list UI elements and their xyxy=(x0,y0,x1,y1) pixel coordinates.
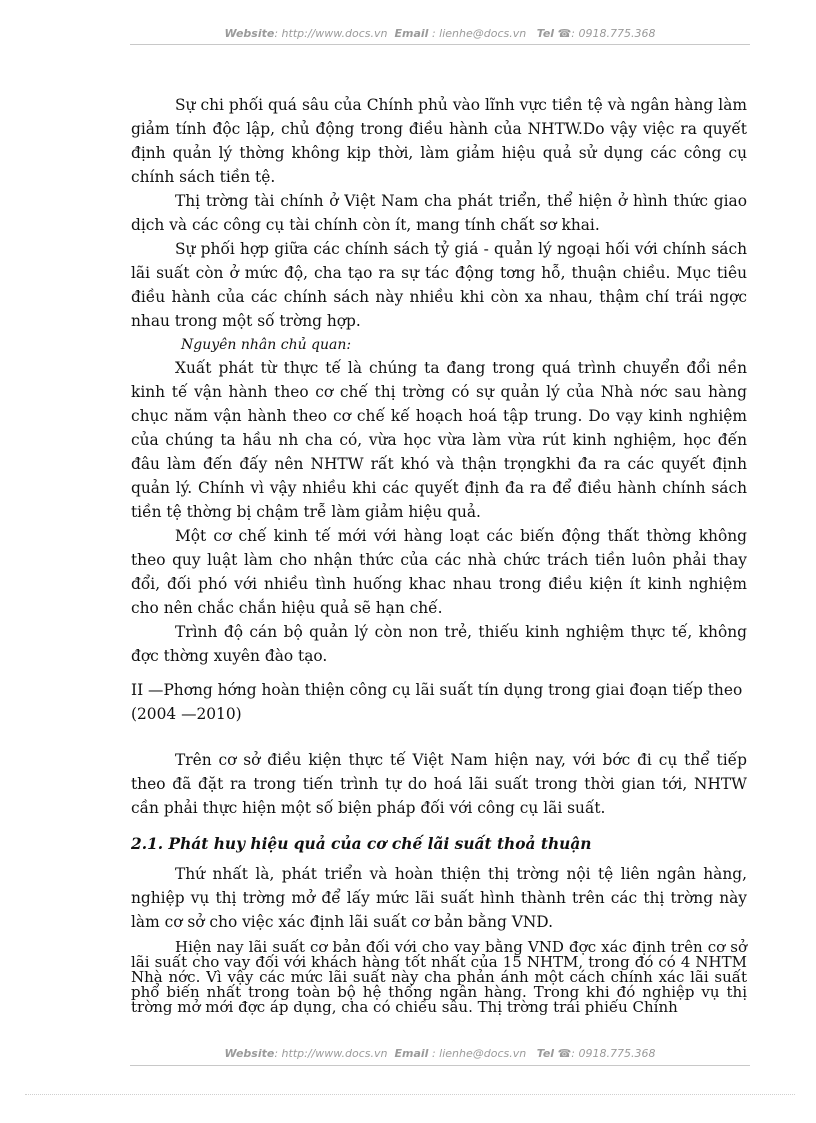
page-boundary xyxy=(25,1094,795,1095)
paragraph: Trình độ cán bộ quản lý còn non trẻ, thiếu kinh nghiệm thực tế, không đợc thờng xuyên đào tạo. xyxy=(131,623,747,665)
paragraph: Hiện nay lãi suất cơ bản đối với cho vay bằng VND đợc xác định trên cơ sở lãi suất cho vay đối với khách hàng tốt nhất của 15 NHTM, trong đó có 4 NHTM Nhà nớc. Vì vậy các mức lãi suất này cha phản ánh một cách chính xác lãi suất phổ biến nhất trong toàn bộ hệ thống ngân hàng. Trong khi đó nghiệp vụ thị trờng mở mới đợc áp dụng, cha có chiều sâu. Thị trờng trái phiếu Chính xyxy=(131,938,747,1016)
header-rule xyxy=(130,44,750,45)
website-url[interactable]: : http://www.docs.vn xyxy=(274,1047,388,1060)
footer-rule xyxy=(130,1065,750,1066)
email-label: Email xyxy=(394,27,429,40)
section-heading: II —Phơng hớng hoàn thiện công cụ lãi suất tín dụng trong giai đoạn tiếp theo (2004 —2010) xyxy=(131,681,743,723)
website-label: Website xyxy=(224,1047,275,1060)
document-body xyxy=(131,93,747,1015)
email-value[interactable]: : lienhe@docs.vn xyxy=(431,1047,527,1060)
phone-icon: ☎ xyxy=(557,27,572,40)
email-value[interactable]: : lienhe@docs.vn xyxy=(431,27,527,40)
paragraph: Sự phối hợp giữa các chính sách tỷ giá - quản lý ngoại hối với chính sách lãi suất còn ở mức độ, cha tạo ra sự tác động tơng hỗ, thuận chiều. Mục tiêu điều hành của các chính sách này nhiều khi còn xa nhau, thậm chí trái ngợc nhau trong một số trờng hợp. xyxy=(131,240,747,330)
paragraph: Thứ nhất là, phát triển và hoàn thiện thị trờng nội tệ liên ngân hàng, nghiệp vụ thị trờng mở để lấy mức lãi suất hình thành trên các thị trờng này làm cơ sở cho việc xác định lãi suất cơ bản bằng VND. xyxy=(131,865,747,931)
paragraph: Xuất phát từ thực tế là chúng ta đang trong quá trình chuyển đổi nền kinh tế vận hành theo cơ chế thị trờng có sự quản lý của Nhà nớc sau hàng chục năm vận hành theo cơ chế kế hoạch hoá tập trung. Do vạy kinh nghiệm của chúng ta hầu nh cha có, vừa học vừa làm vừa rút kinh nghiệm, học đến đâu làm đến đấy nên NHTW rất khó và thận trọngkhi đa ra các quyết định quản lý. Chính vì vậy nhiều khi các quyết định đa ra để điều hành chính sách tiền tệ thờng bị chậm trễ làm giảm hiệu quả. xyxy=(131,359,747,521)
tel-label: Tel xyxy=(536,1047,555,1060)
paragraph: Thị trờng tài chính ở Việt Nam cha phát triển, thể hiện ở hình thức giao dịch và các công cụ tài chính còn ít, mang tính chất sơ khai. xyxy=(131,192,747,234)
phone-icon: ☎ xyxy=(557,1047,572,1060)
paragraph: Sự chi phối quá sâu của Chính phủ vào lĩnh vực tiền tệ và ngân hàng làm giảm tính độc lập, chủ động trong điều hành của NHTW.Do vậy việc ra quyết định quản lý thờng không kịp thời, làm giảm hiệu quả sử dụng các công cụ chính sách tiền tệ. xyxy=(131,96,747,186)
subsection-heading: 2.1. Phát huy hiệu quả của cơ chế lãi suất thoả thuận xyxy=(131,835,592,853)
page-footer xyxy=(130,1047,750,1060)
paragraph: Một cơ chế kinh tế mới với hàng loạt các biến động thất thờng không theo quy luật làm cho nhận thức của các nhà chức trách tiền luôn phải thay đổi, đối phó với nhiều tình huống khac nhau trong điều kiện ít kinh nghiệm cho nên chắc chắn hiệu quả sẽ hạn chế. xyxy=(131,527,747,617)
paragraph: Trên cơ sở điều kiện thực tế Việt Nam hiện nay, với bớc đi cụ thể tiếp theo đã đặt ra trong tiến trình tự do hoá lãi suất trong thời gian tới, NHTW cần phải thực hiện một số biện pháp đối với công cụ lãi suất. xyxy=(131,751,747,817)
website-url[interactable]: : http://www.docs.vn xyxy=(274,27,388,40)
tel-value: : 0918.775.368 xyxy=(571,27,656,40)
website-label: Website xyxy=(224,27,275,40)
subjective-causes-heading: Nguyên nhân chủ quan: xyxy=(181,337,352,353)
email-label: Email xyxy=(394,1047,429,1060)
page-header xyxy=(130,27,750,40)
tel-value: : 0918.775.368 xyxy=(571,1047,656,1060)
tel-label: Tel xyxy=(536,27,555,40)
